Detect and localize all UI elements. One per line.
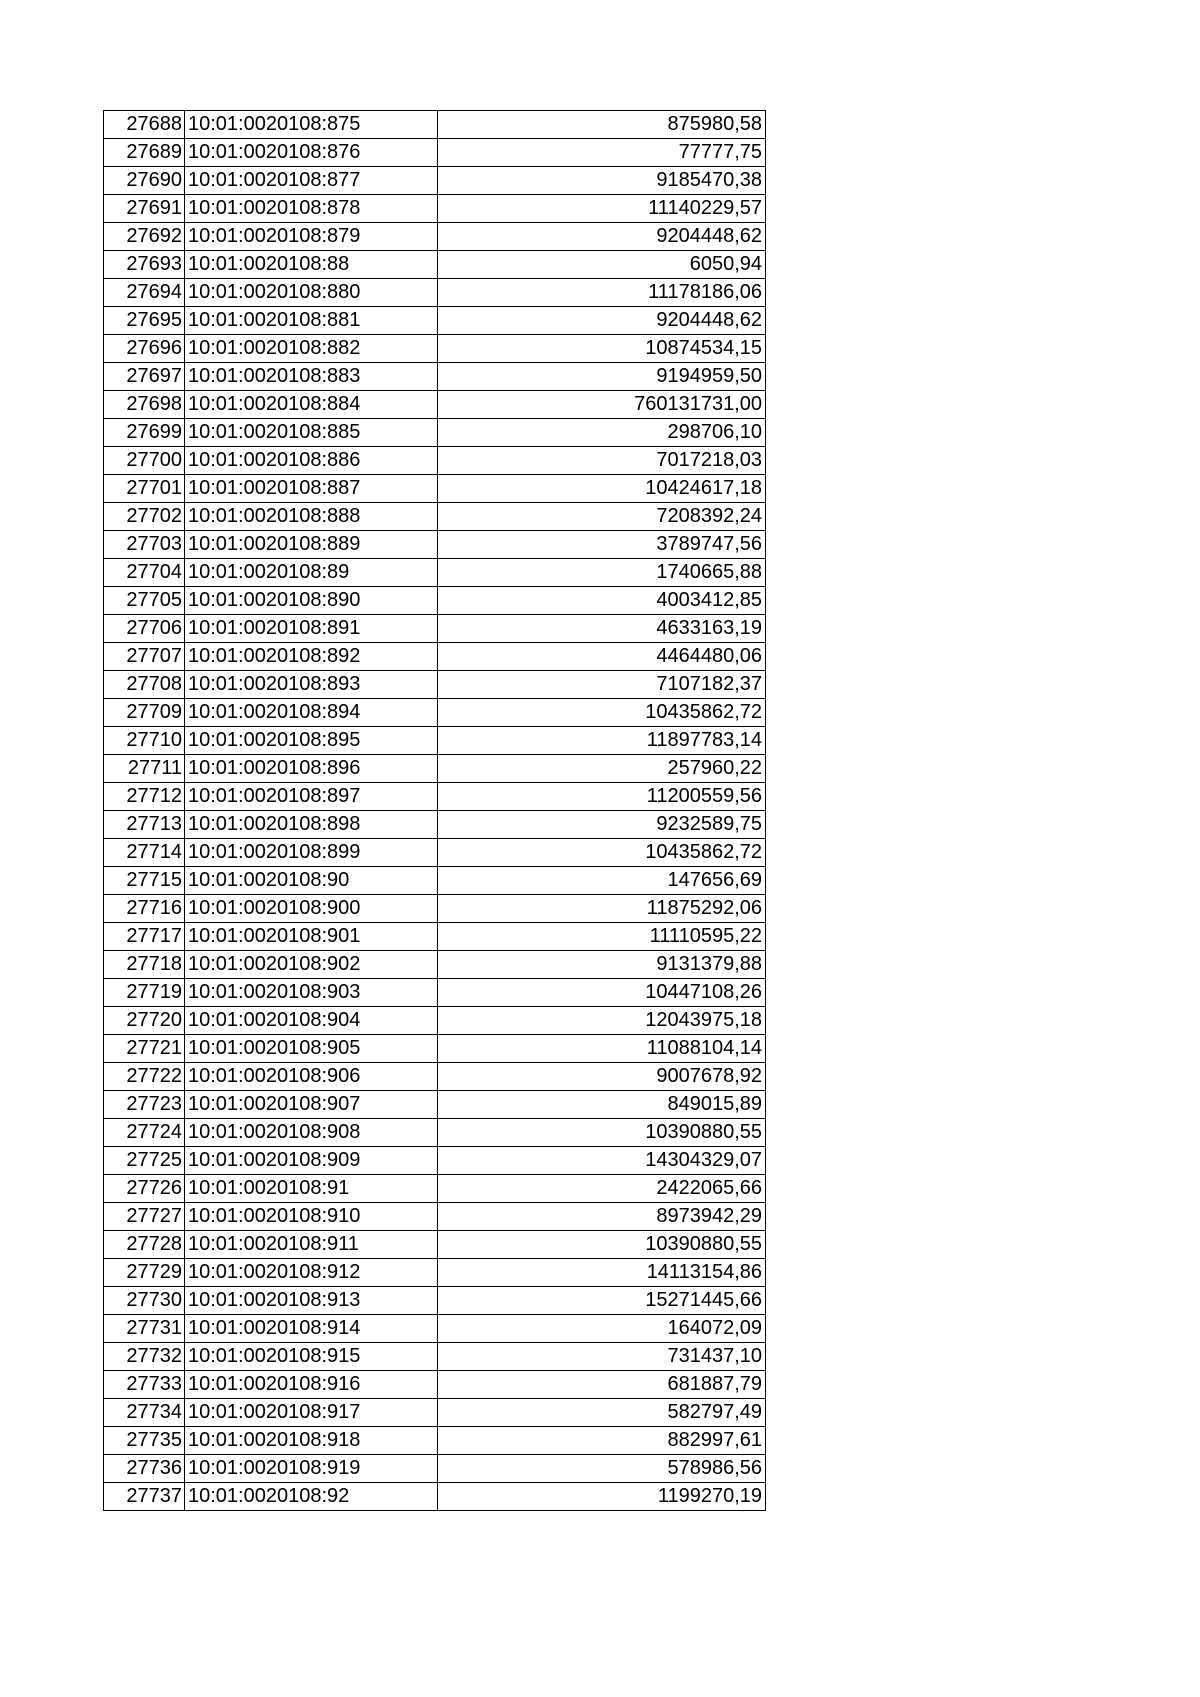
cadastral-number-cell: 10:01:0020108:887 <box>185 475 438 503</box>
row-number-cell: 27709 <box>104 699 185 727</box>
value-cell: 10390880,55 <box>438 1231 766 1259</box>
cadastral-number-cell: 10:01:0020108:879 <box>185 223 438 251</box>
table-row <box>104 111 766 139</box>
table-row <box>104 1035 766 1063</box>
row-number-cell: 27725 <box>104 1147 185 1175</box>
table-row <box>104 811 766 839</box>
value-cell: 11088104,14 <box>438 1035 766 1063</box>
cadastral-number-cell: 10:01:0020108:895 <box>185 727 438 755</box>
row-number-cell: 27706 <box>104 615 185 643</box>
cadastral-number-cell: 10:01:0020108:899 <box>185 839 438 867</box>
table-row <box>104 419 766 447</box>
row-number-cell: 27719 <box>104 979 185 1007</box>
value-cell: 7208392,24 <box>438 503 766 531</box>
row-number-cell: 27705 <box>104 587 185 615</box>
cadastral-number-cell: 10:01:0020108:883 <box>185 363 438 391</box>
row-number-cell: 27735 <box>104 1427 185 1455</box>
table-row <box>104 867 766 895</box>
row-number-cell: 27704 <box>104 559 185 587</box>
value-cell: 3789747,56 <box>438 531 766 559</box>
table-row <box>104 139 766 167</box>
cadastral-number-cell: 10:01:0020108:89 <box>185 559 438 587</box>
value-cell: 578986,56 <box>438 1455 766 1483</box>
cadastral-number-cell: 10:01:0020108:906 <box>185 1063 438 1091</box>
table-row <box>104 615 766 643</box>
cadastral-number-cell: 10:01:0020108:884 <box>185 391 438 419</box>
row-number-cell: 27696 <box>104 335 185 363</box>
table-row <box>104 251 766 279</box>
value-cell: 15271445,66 <box>438 1287 766 1315</box>
cadastral-number-cell: 10:01:0020108:881 <box>185 307 438 335</box>
data-table <box>103 110 766 1511</box>
value-cell: 875980,58 <box>438 111 766 139</box>
value-cell: 298706,10 <box>438 419 766 447</box>
cadastral-number-cell: 10:01:0020108:878 <box>185 195 438 223</box>
value-cell: 9232589,75 <box>438 811 766 839</box>
value-cell: 10424617,18 <box>438 475 766 503</box>
row-number-cell: 27702 <box>104 503 185 531</box>
cadastral-number-cell: 10:01:0020108:897 <box>185 783 438 811</box>
row-number-cell: 27726 <box>104 1175 185 1203</box>
table-row <box>104 1007 766 1035</box>
cadastral-number-cell: 10:01:0020108:902 <box>185 951 438 979</box>
cadastral-number-cell: 10:01:0020108:914 <box>185 1315 438 1343</box>
row-number-cell: 27688 <box>104 111 185 139</box>
row-number-cell: 27728 <box>104 1231 185 1259</box>
cadastral-number-cell: 10:01:0020108:885 <box>185 419 438 447</box>
table-row <box>104 1427 766 1455</box>
row-number-cell: 27727 <box>104 1203 185 1231</box>
value-cell: 10435862,72 <box>438 839 766 867</box>
row-number-cell: 27714 <box>104 839 185 867</box>
table-row <box>104 279 766 307</box>
table-row <box>104 755 766 783</box>
cadastral-number-cell: 10:01:0020108:876 <box>185 139 438 167</box>
table-row <box>104 447 766 475</box>
table-row <box>104 895 766 923</box>
value-cell: 9131379,88 <box>438 951 766 979</box>
table-row <box>104 1203 766 1231</box>
row-number-cell: 27733 <box>104 1371 185 1399</box>
row-number-cell: 27734 <box>104 1399 185 1427</box>
table-row <box>104 391 766 419</box>
row-number-cell: 27697 <box>104 363 185 391</box>
row-number-cell: 27724 <box>104 1119 185 1147</box>
table-row <box>104 587 766 615</box>
value-cell: 147656,69 <box>438 867 766 895</box>
row-number-cell: 27703 <box>104 531 185 559</box>
table-body <box>104 111 766 1511</box>
cadastral-number-cell: 10:01:0020108:88 <box>185 251 438 279</box>
cadastral-number-cell: 10:01:0020108:888 <box>185 503 438 531</box>
cadastral-number-cell: 10:01:0020108:898 <box>185 811 438 839</box>
row-number-cell: 27693 <box>104 251 185 279</box>
row-number-cell: 27713 <box>104 811 185 839</box>
cadastral-number-cell: 10:01:0020108:907 <box>185 1091 438 1119</box>
table-row <box>104 783 766 811</box>
row-number-cell: 27732 <box>104 1343 185 1371</box>
table-row <box>104 475 766 503</box>
table-row <box>104 727 766 755</box>
cadastral-number-cell: 10:01:0020108:894 <box>185 699 438 727</box>
table-row <box>104 307 766 335</box>
row-number-cell: 27715 <box>104 867 185 895</box>
value-cell: 11178186,06 <box>438 279 766 307</box>
value-cell: 731437,10 <box>438 1343 766 1371</box>
table-row <box>104 1399 766 1427</box>
value-cell: 257960,22 <box>438 755 766 783</box>
cadastral-number-cell: 10:01:0020108:91 <box>185 1175 438 1203</box>
cadastral-number-cell: 10:01:0020108:877 <box>185 167 438 195</box>
value-cell: 164072,09 <box>438 1315 766 1343</box>
table-row <box>104 1063 766 1091</box>
value-cell: 849015,89 <box>438 1091 766 1119</box>
value-cell: 14113154,86 <box>438 1259 766 1287</box>
table-row <box>104 1259 766 1287</box>
row-number-cell: 27730 <box>104 1287 185 1315</box>
row-number-cell: 27700 <box>104 447 185 475</box>
value-cell: 11875292,06 <box>438 895 766 923</box>
cadastral-number-cell: 10:01:0020108:891 <box>185 615 438 643</box>
table-row <box>104 363 766 391</box>
value-cell: 6050,94 <box>438 251 766 279</box>
value-cell: 9185470,38 <box>438 167 766 195</box>
table-row <box>104 1175 766 1203</box>
value-cell: 582797,49 <box>438 1399 766 1427</box>
table-row <box>104 503 766 531</box>
value-cell: 77777,75 <box>438 139 766 167</box>
value-cell: 760131731,00 <box>438 391 766 419</box>
row-number-cell: 27717 <box>104 923 185 951</box>
cadastral-number-cell: 10:01:0020108:904 <box>185 1007 438 1035</box>
row-number-cell: 27691 <box>104 195 185 223</box>
table-row <box>104 1343 766 1371</box>
value-cell: 14304329,07 <box>438 1147 766 1175</box>
table-row <box>104 1483 766 1511</box>
table-row <box>104 1119 766 1147</box>
value-cell: 7107182,37 <box>438 671 766 699</box>
table-row <box>104 335 766 363</box>
row-number-cell: 27710 <box>104 727 185 755</box>
value-cell: 1740665,88 <box>438 559 766 587</box>
value-cell: 9194959,50 <box>438 363 766 391</box>
table-row <box>104 559 766 587</box>
value-cell: 10874534,15 <box>438 335 766 363</box>
value-cell: 11140229,57 <box>438 195 766 223</box>
cadastral-number-cell: 10:01:0020108:886 <box>185 447 438 475</box>
value-cell: 7017218,03 <box>438 447 766 475</box>
table-row <box>104 923 766 951</box>
value-cell: 10435862,72 <box>438 699 766 727</box>
cadastral-number-cell: 10:01:0020108:918 <box>185 1427 438 1455</box>
row-number-cell: 27698 <box>104 391 185 419</box>
table-row <box>104 1371 766 1399</box>
row-number-cell: 27711 <box>104 755 185 783</box>
value-cell: 10390880,55 <box>438 1119 766 1147</box>
cadastral-number-cell: 10:01:0020108:913 <box>185 1287 438 1315</box>
value-cell: 1199270,19 <box>438 1483 766 1511</box>
row-number-cell: 27695 <box>104 307 185 335</box>
table-row <box>104 699 766 727</box>
value-cell: 12043975,18 <box>438 1007 766 1035</box>
row-number-cell: 27736 <box>104 1455 185 1483</box>
value-cell: 4003412,85 <box>438 587 766 615</box>
cadastral-number-cell: 10:01:0020108:917 <box>185 1399 438 1427</box>
value-cell: 9007678,92 <box>438 1063 766 1091</box>
cadastral-number-cell: 10:01:0020108:892 <box>185 643 438 671</box>
cadastral-number-cell: 10:01:0020108:909 <box>185 1147 438 1175</box>
table-row <box>104 1147 766 1175</box>
table-row <box>104 951 766 979</box>
cadastral-number-cell: 10:01:0020108:911 <box>185 1231 438 1259</box>
value-cell: 8973942,29 <box>438 1203 766 1231</box>
cadastral-number-cell: 10:01:0020108:890 <box>185 587 438 615</box>
row-number-cell: 27737 <box>104 1483 185 1511</box>
row-number-cell: 27716 <box>104 895 185 923</box>
value-cell: 11110595,22 <box>438 923 766 951</box>
cadastral-number-cell: 10:01:0020108:908 <box>185 1119 438 1147</box>
cadastral-number-cell: 10:01:0020108:893 <box>185 671 438 699</box>
table-row <box>104 671 766 699</box>
cadastral-number-cell: 10:01:0020108:880 <box>185 279 438 307</box>
value-cell: 4464480,06 <box>438 643 766 671</box>
cadastral-number-cell: 10:01:0020108:90 <box>185 867 438 895</box>
row-number-cell: 27718 <box>104 951 185 979</box>
cadastral-number-cell: 10:01:0020108:919 <box>185 1455 438 1483</box>
value-cell: 882997,61 <box>438 1427 766 1455</box>
value-cell: 11897783,14 <box>438 727 766 755</box>
row-number-cell: 27720 <box>104 1007 185 1035</box>
table-row <box>104 167 766 195</box>
cadastral-number-cell: 10:01:0020108:912 <box>185 1259 438 1287</box>
cadastral-number-cell: 10:01:0020108:896 <box>185 755 438 783</box>
row-number-cell: 27694 <box>104 279 185 307</box>
table-row <box>104 1315 766 1343</box>
value-cell: 10447108,26 <box>438 979 766 1007</box>
cadastral-number-cell: 10:01:0020108:903 <box>185 979 438 1007</box>
table-row <box>104 643 766 671</box>
row-number-cell: 27722 <box>104 1063 185 1091</box>
cadastral-number-cell: 10:01:0020108:915 <box>185 1343 438 1371</box>
row-number-cell: 27701 <box>104 475 185 503</box>
row-number-cell: 27692 <box>104 223 185 251</box>
row-number-cell: 27689 <box>104 139 185 167</box>
table-row <box>104 1455 766 1483</box>
row-number-cell: 27723 <box>104 1091 185 1119</box>
cadastral-number-cell: 10:01:0020108:900 <box>185 895 438 923</box>
table-row <box>104 1091 766 1119</box>
table-row <box>104 1287 766 1315</box>
cadastral-number-cell: 10:01:0020108:910 <box>185 1203 438 1231</box>
value-cell: 4633163,19 <box>438 615 766 643</box>
cadastral-number-cell: 10:01:0020108:92 <box>185 1483 438 1511</box>
row-number-cell: 27690 <box>104 167 185 195</box>
cadastral-number-cell: 10:01:0020108:889 <box>185 531 438 559</box>
row-number-cell: 27708 <box>104 671 185 699</box>
cadastral-number-cell: 10:01:0020108:905 <box>185 1035 438 1063</box>
value-cell: 9204448,62 <box>438 307 766 335</box>
value-cell: 11200559,56 <box>438 783 766 811</box>
value-cell: 681887,79 <box>438 1371 766 1399</box>
table-row <box>104 195 766 223</box>
table-row <box>104 1231 766 1259</box>
cadastral-number-cell: 10:01:0020108:901 <box>185 923 438 951</box>
table-row <box>104 223 766 251</box>
row-number-cell: 27699 <box>104 419 185 447</box>
table-row <box>104 979 766 1007</box>
cadastral-number-cell: 10:01:0020108:916 <box>185 1371 438 1399</box>
value-cell: 9204448,62 <box>438 223 766 251</box>
row-number-cell: 27729 <box>104 1259 185 1287</box>
cadastral-number-cell: 10:01:0020108:882 <box>185 335 438 363</box>
cadastral-number-cell: 10:01:0020108:875 <box>185 111 438 139</box>
table-row <box>104 531 766 559</box>
row-number-cell: 27731 <box>104 1315 185 1343</box>
row-number-cell: 27712 <box>104 783 185 811</box>
row-number-cell: 27707 <box>104 643 185 671</box>
table-row <box>104 839 766 867</box>
row-number-cell: 27721 <box>104 1035 185 1063</box>
value-cell: 2422065,66 <box>438 1175 766 1203</box>
